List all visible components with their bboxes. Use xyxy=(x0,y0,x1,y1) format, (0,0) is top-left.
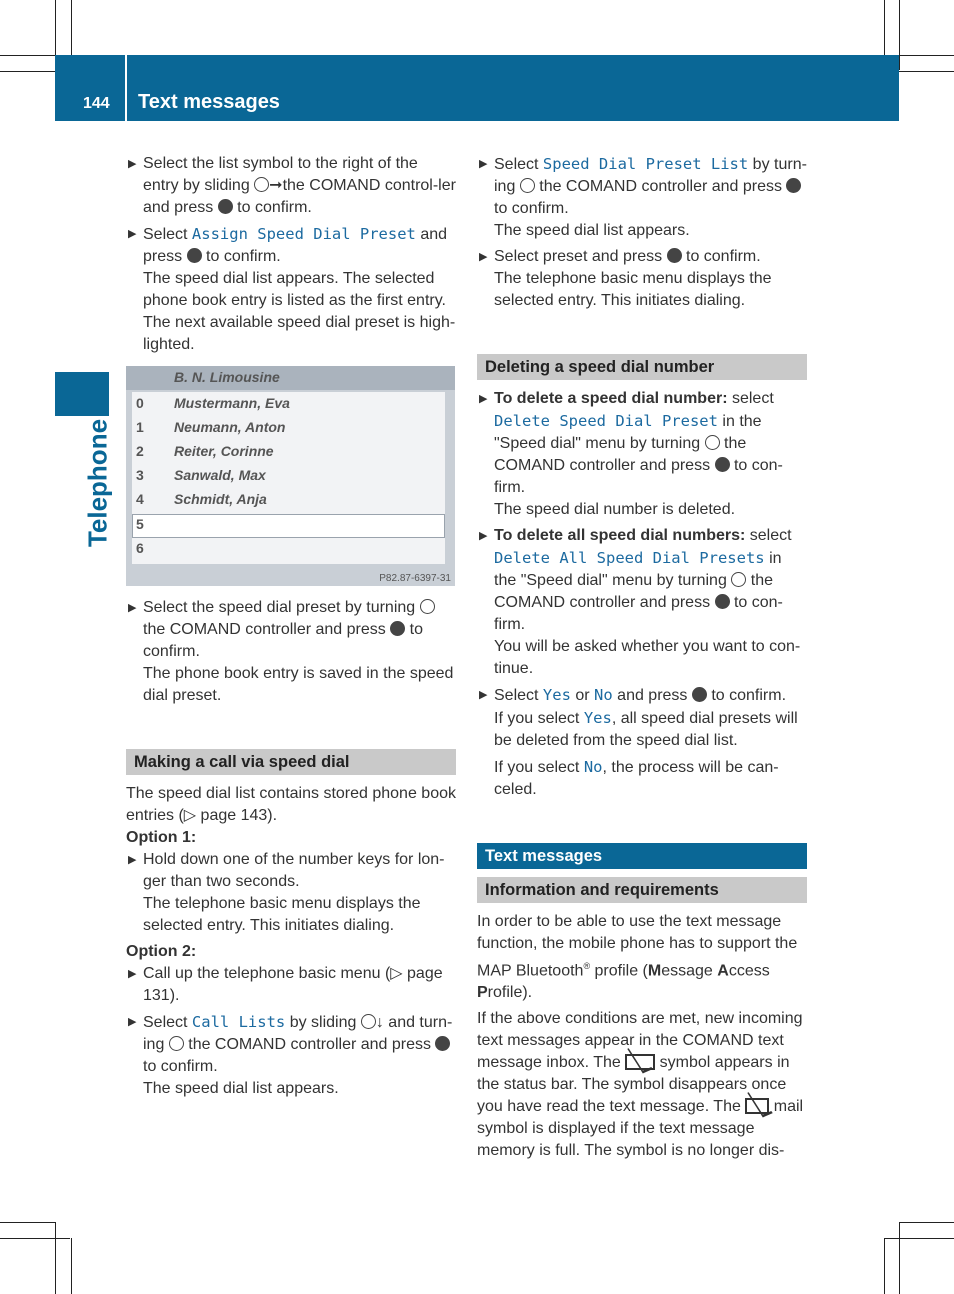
screen-row: 2 Reiter, Corinne xyxy=(136,443,274,459)
controller-icon xyxy=(705,435,720,450)
paragraph: If the above conditions are met, new incoming text messages appear in the COMAND text message inbox. The symbol appears in the status bar. The symbol disappears once you have read the text message. The mail symbol is displayed if the text message memory is full. The symbol is no longer dis- xyxy=(477,1010,804,1160)
menu-item-speed-dial-preset-list: Speed Dial Preset List xyxy=(542,155,749,173)
crop-mark xyxy=(899,1222,954,1223)
menu-item-assign-speed-dial-preset: Assign Speed Dial Preset xyxy=(191,225,416,243)
screen-row: 0 Mustermann, Eva xyxy=(136,395,290,411)
right-column xyxy=(477,153,807,1162)
arrow-icon: ▶ xyxy=(479,251,488,263)
press-icon xyxy=(435,1036,450,1051)
press-icon xyxy=(667,248,682,263)
press-icon xyxy=(187,248,202,263)
crop-mark xyxy=(899,71,954,72)
press-icon xyxy=(715,594,730,609)
arrow-icon: ▶ xyxy=(479,393,488,405)
crop-mark xyxy=(884,0,885,55)
arrow-icon: ▶ xyxy=(128,1016,137,1028)
menu-item-call-lists: Call Lists xyxy=(191,1013,286,1031)
arrow-icon: ▶ xyxy=(479,530,488,542)
header-divider xyxy=(125,55,127,121)
arrow-icon: ▶ xyxy=(479,158,488,170)
list-item: ▶ Select Yes or No and press to confirm. If you select Yes, all speed dial presets will be deleted from the speed dial list. If you select No, the process will be can-celed. xyxy=(477,684,807,801)
list-item: ▶ Select Call Lists by sliding ↓ and turn-ing the COMAND controller and press to confirm. The speed dial list appears. xyxy=(126,1011,456,1100)
left-column-lower xyxy=(126,597,456,1104)
description: If you select No, the process will be can-celed. xyxy=(494,758,779,798)
speed-dial-screen-image xyxy=(126,366,455,586)
controller-icon xyxy=(520,178,535,193)
menu-item-delete-all-speed-dial-presets: Delete All Speed Dial Presets xyxy=(494,549,765,567)
side-tab-marker xyxy=(55,372,109,416)
left-column xyxy=(126,153,456,360)
screen-header: B. N. Limousine xyxy=(174,369,280,385)
description: The speed dial list appears. The selected phone book entry is listed as the first entry. The next available speed dial preset is high-lighted. xyxy=(143,270,456,353)
section-heading-blue: Text messages xyxy=(477,843,807,869)
section-heading: Information and requirements xyxy=(477,877,807,903)
description: The telephone basic menu displays the selected entry. This initiates dialing. xyxy=(143,895,421,934)
press-icon xyxy=(218,199,233,214)
crop-mark xyxy=(884,1238,954,1239)
arrow-icon: ▶ xyxy=(128,228,137,240)
controller-icon xyxy=(169,1036,184,1051)
description: The speed dial number is deleted. xyxy=(494,501,736,518)
list-item: ▶ Select the speed dial preset by turning the COMAND controller and press to confirm. The phone book entry is saved in the speed dial preset. xyxy=(126,597,456,707)
press-icon xyxy=(715,457,730,472)
list-item: ▶ To delete all speed dial numbers: select Delete All Speed Dial Presets in the "Speed dial" menu by turning the COMAND controller and press to con-firm. You will be asked whether you want to con-tinue. xyxy=(477,525,807,680)
menu-item-no: No xyxy=(594,686,613,704)
arrow-icon: ▶ xyxy=(479,689,488,701)
arrow-icon: ▶ xyxy=(128,602,137,614)
crop-mark xyxy=(55,1222,56,1294)
description: The speed dial list appears. xyxy=(143,1080,339,1097)
list-item: ▶ Select Assign Speed Dial Preset and press to confirm. The speed dial list appears. The selected phone book entry is listed as the first entry. The next available speed dial preset is high-lighted. xyxy=(126,223,456,356)
crop-mark xyxy=(899,1222,900,1294)
paragraph: The speed dial list contains stored phone book entries (▷ page 143). xyxy=(126,785,456,824)
screen-row: 6 xyxy=(136,540,144,556)
press-icon xyxy=(786,178,801,193)
page-header xyxy=(55,55,899,121)
list-item: ▶ Hold down one of the number keys for lon-ger than two seconds. The telephone basic menu displays the selected entry. This initiates dialing. xyxy=(126,849,456,937)
option-label: Option 1: xyxy=(126,829,197,846)
controller-icon xyxy=(254,177,269,192)
page-number: 144 xyxy=(83,95,110,112)
section-heading: Making a call via speed dial xyxy=(126,749,456,775)
option-label: Option 2: xyxy=(126,943,197,960)
arrow-icon: ▶ xyxy=(128,968,137,980)
screen-row: 1 Neumann, Anton xyxy=(136,419,286,435)
description: If you select Yes, all speed dial presets will be deleted from the speed dial list. xyxy=(494,709,798,749)
crop-mark xyxy=(71,1238,72,1294)
list-item: ▶ Call up the telephone basic menu (▷ page 131). xyxy=(128,965,443,1004)
description: The speed dial list appears. xyxy=(494,222,690,239)
menu-item-yes: Yes xyxy=(583,709,612,727)
crop-mark xyxy=(884,1238,885,1294)
mail-full-icon xyxy=(745,1098,769,1114)
description: You will be asked whether you want to con-tinue. xyxy=(494,638,801,677)
controller-icon xyxy=(361,1014,376,1029)
list-item: ▶ Select preset and press to confirm. The telephone basic menu displays the selected entry. This initiates dialing. xyxy=(477,246,807,312)
press-icon xyxy=(390,621,405,636)
press-icon xyxy=(692,687,707,702)
description: The phone book entry is saved in the speed dial preset. xyxy=(143,665,454,704)
paragraph: In order to be able to use the text message function, the mobile phone has to support the MAP Bluetooth® profile (Message Access Profile). xyxy=(477,913,798,1002)
page-title: Text messages xyxy=(138,91,280,113)
menu-item-delete-speed-dial-preset: Delete Speed Dial Preset xyxy=(494,412,718,430)
crop-mark xyxy=(0,71,55,72)
list-item: ▶ Select Speed Dial Preset List by turn-ing the COMAND controller and press to confirm. The speed dial list appears. xyxy=(477,153,807,242)
list-item: ▶ Select the list symbol to the right of the entry by sliding ➞the COMAND control-ler and press to confirm. xyxy=(128,155,456,216)
section-heading: Deleting a speed dial number xyxy=(477,354,807,380)
description: The telephone basic menu displays the selected entry. This initiates dialing. xyxy=(494,270,772,309)
crop-mark xyxy=(0,1222,55,1223)
envelope-icon xyxy=(625,1054,655,1070)
menu-item-yes: Yes xyxy=(542,686,571,704)
arrow-icon: ▶ xyxy=(128,854,137,866)
crop-mark xyxy=(899,0,900,70)
controller-icon xyxy=(420,599,435,614)
menu-item-no: No xyxy=(583,758,603,776)
screen-row: 4 Schmidt, Anja xyxy=(136,491,267,507)
crop-mark xyxy=(0,1238,70,1239)
screen-row: 3 Sanwald, Max xyxy=(136,467,266,483)
side-tab-label: Telephone xyxy=(82,418,113,548)
list-item: ▶ To delete a speed dial number: select Delete Speed Dial Preset in the "Speed dial" menu by turning the COMAND controller and press to con-firm. The speed dial number is deleted. xyxy=(477,388,807,521)
controller-icon xyxy=(731,572,746,587)
image-reference: P82.87-6397-31 xyxy=(379,573,451,584)
arrow-icon: ▶ xyxy=(128,158,137,170)
crop-mark xyxy=(71,0,72,55)
screen-row: 5 xyxy=(136,516,144,532)
